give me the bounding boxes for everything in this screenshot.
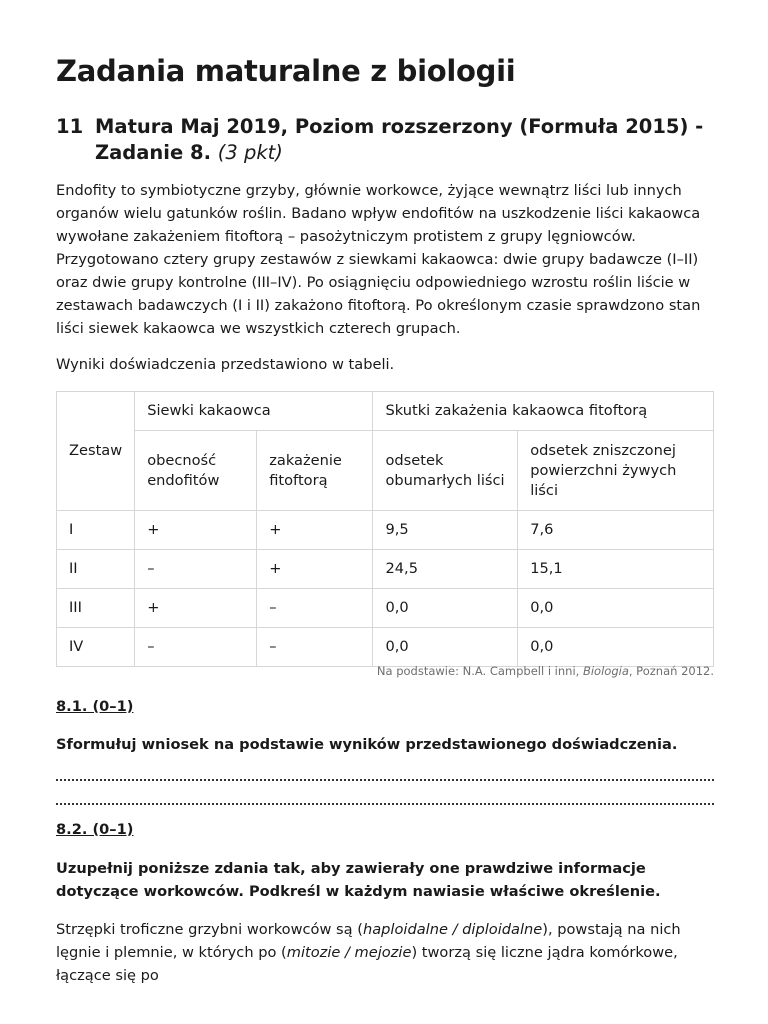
subtask-8-2-text <box>56 918 720 987</box>
cell-zniszczona: 7,6 <box>518 511 714 550</box>
option-ploidy[interactable]: haploidalne / diploidalne <box>362 921 543 938</box>
results-lead: Wyniki doświadczenia przedstawiono w tabeli. <box>56 356 395 373</box>
text-part-b: ), powstają na nich lęgnie i plemnie, w których po ( <box>56 921 681 961</box>
table-source <box>377 664 714 678</box>
cell-zestaw: I <box>57 511 135 550</box>
header-zniszczona: odsetek zniszczonej powierzchni żywych liści <box>518 431 714 511</box>
subtask-8-2-instruction: Uzupełnij poniższe zdania tak, aby zawierały one prawdziwe informacje dotyczące workowców. Podkreśl w każdym nawiasie właściwe określenie. <box>56 860 661 900</box>
cell-zestaw: IV <box>57 628 135 667</box>
source-book: Biologia <box>582 664 629 678</box>
cell-endofity: – <box>135 628 257 667</box>
table-row <box>57 511 714 550</box>
cell-zniszczona: 0,0 <box>518 628 714 667</box>
cell-endofity: + <box>135 511 257 550</box>
intro-paragraph: Endofity to symbiotyczne grzyby, głównie workowce, żyjące wewnątrz liści lub innych organów wielu gatunków roślin. Badano wpływ endofitów na uszkodzenie liści kakaowca wywołane zakażeniem fitoftorą – pasożytniczym protistem z grupy lęgniowców. Przygotowano cztery grupy zestawów z siewkami kakaowca: dwie grupy badawcze (I–II) oraz dwie grupy kontrolne (III–IV). Po osiągnięciu odpowiedniego wzrostu roślin liście w zestawach badawczych (I i II) zakażono fitoftorą. Po określonym czasie sprawdzono stan liści siewek kakaowca we wszystkich czterech grupach. <box>56 182 701 337</box>
header-zestaw: Zestaw <box>57 392 135 511</box>
cell-obumarle: 0,0 <box>373 628 518 667</box>
subtask-8-1-instruction: Sformułuj wniosek na podstawie wyników przedstawionego doświadczenia. <box>56 736 678 753</box>
table-subheader-row <box>57 431 714 511</box>
answer-line[interactable] <box>56 803 714 805</box>
header-skutki: Skutki zakażenia kakaowca fitoftorą <box>373 392 714 431</box>
table-row <box>57 589 714 628</box>
cell-endofity: + <box>135 589 257 628</box>
header-zakazenie: zakażenie fitoftorą <box>257 431 373 511</box>
cell-zestaw: II <box>57 550 135 589</box>
task-title: Matura Maj 2019, Poziom rozszerzony (Formuła 2015) - Zadanie 8. <box>95 115 704 164</box>
task-number: 11 <box>56 115 84 138</box>
table-row <box>57 550 714 589</box>
subtask-8-1-label: 8.1. (0–1) <box>56 698 134 715</box>
cell-obumarle: 24,5 <box>373 550 518 589</box>
cell-obumarle: 9,5 <box>373 511 518 550</box>
text-part-a: Strzępki troficzne grzybni workowców są ( <box>56 921 363 938</box>
cell-zakazenie: – <box>257 628 373 667</box>
header-siewki: Siewki kakaowca <box>135 392 373 431</box>
cell-obumarle: 0,0 <box>373 589 518 628</box>
task-title-block <box>95 114 725 166</box>
cell-zakazenie: + <box>257 511 373 550</box>
cell-zniszczona: 15,1 <box>518 550 714 589</box>
cell-zniszczona: 0,0 <box>518 589 714 628</box>
source-suffix: , Poznań 2012. <box>628 664 714 678</box>
cell-zakazenie: + <box>257 550 373 589</box>
cell-zakazenie: – <box>257 589 373 628</box>
table-row <box>57 628 714 667</box>
cell-zestaw: III <box>57 589 135 628</box>
text-part-c: ) tworzą się liczne jądra komórkowe, łączące się po <box>56 944 678 984</box>
cell-endofity: – <box>135 550 257 589</box>
header-endofity: obecność endofitów <box>135 431 257 511</box>
source-prefix: Na podstawie: N.A. Campbell i inni, <box>376 664 583 678</box>
page-title: Zadania maturalne z biologii <box>56 54 516 88</box>
results-table <box>56 391 714 667</box>
header-obumarle: odsetek obumarłych liści <box>373 431 518 511</box>
task-points: (3 pkt) <box>217 141 283 164</box>
table-header-row <box>57 392 714 431</box>
answer-line[interactable] <box>56 779 714 781</box>
option-division[interactable]: mitozie / mejozie <box>286 944 412 961</box>
subtask-8-2-label: 8.2. (0–1) <box>56 821 134 838</box>
